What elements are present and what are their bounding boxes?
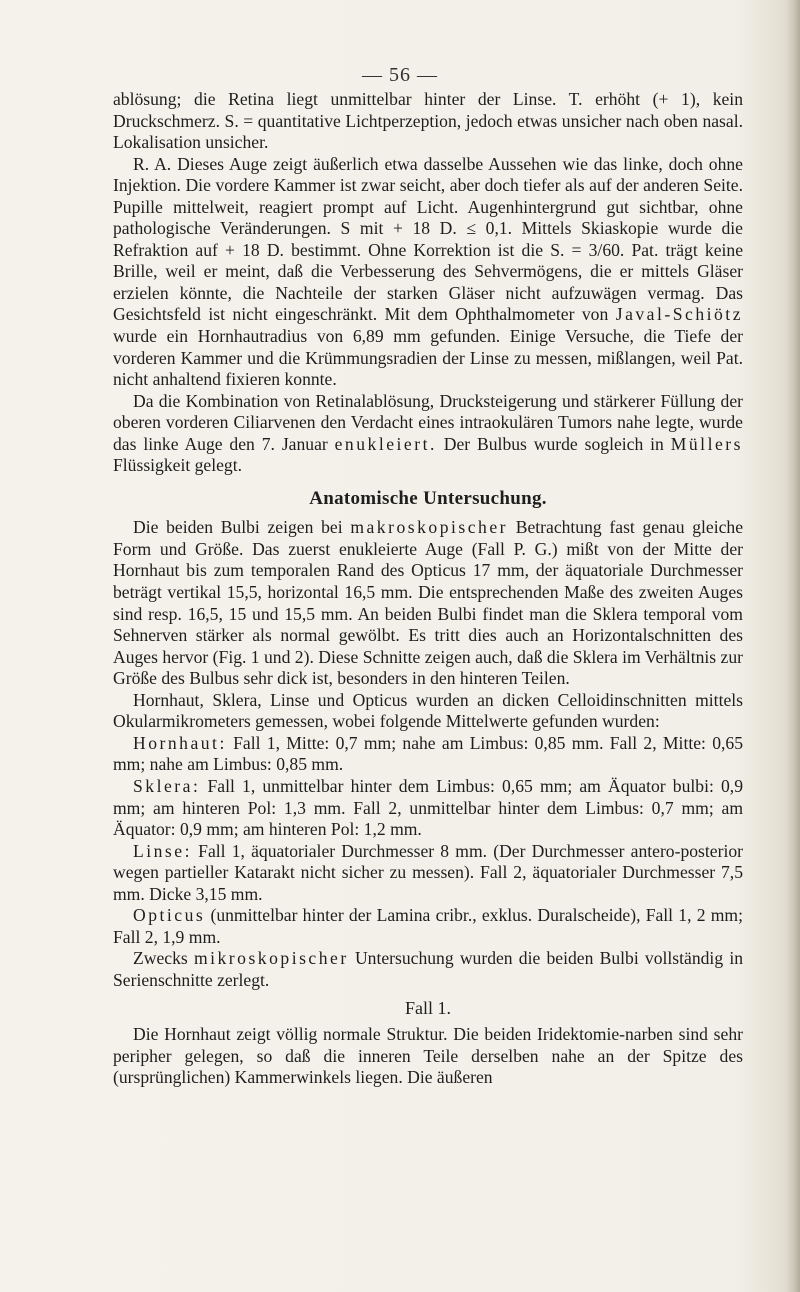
emphasized-word: mikroskopischer bbox=[193, 948, 349, 969]
term-label: Opticus bbox=[133, 905, 206, 926]
body-text bbox=[113, 89, 743, 1089]
paragraph-text: Betrachtung fast genau gleiche Form und Größe. Das zuerst enukleierte Auge (Fall P. G.) mißt von der Mitte der Hornhaut bis zum temporalen Rand des Opticus 17 mm, der äquatoriale Durchmesser beträgt vertikal 15,5, horizontal 16,5 mm. Die entsprechenden Maße des zweiten Auges sind resp. 16,5, 15 und 15,5 mm. An beiden Bulbi findet man die Sklera temporal vom Sehnerven stärker als normal gewölbt. Es tritt dies auch an Horizontalschnitten des Auges hervor (Fig. 1 und 2). Diese Schnitte zeigen auch, daß die Sklera im Verhältnis zur Größe des Bulbus sehr dick ist, besonders in den hinteren Teilen. bbox=[113, 517, 744, 689]
paragraph-text: Fall 1, unmittelbar hinter dem Limbus: 0,65 mm; am Äquator bulbi: 0,9 mm; am hinteren Pol: 1,3 mm. Fall 2, unmittelbar hinter dem Limbus: 0,7 mm; am Äquator: 0,9 mm; am hinteren Pol: 1,2 mm. bbox=[113, 775, 743, 840]
case-heading: Fall 1. bbox=[404, 998, 451, 1019]
page-edge-shadow bbox=[786, 0, 800, 1292]
paragraph: ablösung; die Retina liegt unmittelbar hinter der Linse. T. erhöht (+ 1), kein Druckschmerz. S. = quantitative Lichtperzeption, jedoch etwas unsicher nach oben nasal. Lokalisation unsicher. bbox=[113, 89, 743, 153]
author-name: Müllers bbox=[670, 433, 743, 454]
paragraph bbox=[113, 905, 743, 948]
emphasized-word: enukleiert. bbox=[334, 433, 437, 454]
paragraph-text: (unmittelbar hinter der Lamina cribr., exklus. Duralscheide), Fall 1, 2 mm; Fall 2, 1,9 mm. bbox=[113, 905, 743, 947]
paragraph-text: Der Bulbus wurde sogleich in bbox=[443, 433, 664, 454]
paragraph-text: Da die Kombination von Retinalablösung, Drucksteigerung und stärkerer Füllung der oberen vorderen Ciliarvenen den Verdacht eines intraokulären Tumors nahe legte, wurde das linke Auge den 7. Januar bbox=[113, 390, 743, 454]
paragraph-text: R. A. Dieses Auge zeigt äußerlich etwa dasselbe Aussehen wie das linke, doch ohne Injektion. Die vordere Kammer ist zwar seicht, aber doch tiefer als auf der anderen Seite. Pupille mittelweit, reagiert prompt auf Licht. Augenhintergrund gut sichtbar, ohne pathologische Veränderungen. S mit + 18 D. ≤ 0,1. Mittels Skiaskopie wurde die Refraktion auf + 18 D. bestimmt. Ohne Korrektion ist die S. = 3/60. Pat. trägt keine Brille, weil er meint, daß die Verbesserung des Sehvermögens, die er mittels Gläser erzielen könnte, die Nachteile der starken Gläser nicht aufzuwägen vermag. Das Gesichtsfeld ist nicht eingeschränkt. Mit dem Ophthalmometer von bbox=[113, 153, 743, 325]
author-name: Javal-Schiötz bbox=[615, 304, 743, 325]
page-number: — 56 — bbox=[362, 64, 438, 86]
paragraph bbox=[113, 517, 743, 689]
paragraph-text: wurde ein Hornhautradius von 6,89 mm gefunden. Einige Versuche, die Tiefe der vorderen Kammer und die Krümmungsradien der Linse zu messen, mißlangen, weil Pat. nicht anhaltend fixieren konnte. bbox=[113, 326, 743, 390]
paragraph-text: Zwecks bbox=[133, 948, 188, 969]
term-label: Sklera: bbox=[133, 775, 201, 796]
paragraph bbox=[113, 154, 743, 391]
paragraph-text: Fall 1, äquatorialer Durchmesser 8 mm. (Der Durchmesser antero-posterior wegen partieller Katarakt nicht sicher zu messen). Fall 2, äquatorialer Durchmesser 7,5 mm. Dicke 3,15 mm. bbox=[113, 840, 743, 904]
paragraph bbox=[113, 841, 743, 906]
paragraph-text: Untersuchung wurden die beiden Bulbi vollständig in Serienschnitte zerlegt. bbox=[113, 948, 744, 990]
paragraph-text: Fall 1, Mitte: 0,7 mm; nahe am Limbus: 0,85 mm. Fall 2, Mitte: 0,65 mm; nahe am Limbus: 0,85 mm. bbox=[113, 732, 743, 775]
term-label: Linse: bbox=[133, 840, 192, 861]
paragraph: Die Hornhaut zeigt völlig normale Struktur. Die beiden Iridektomie-narben sind sehr peripher gelegen, so daß die inneren Teile derselben nahe an der Spitze des (ursprünglichen) Kammerwinkels liegen. Die äußeren bbox=[113, 1023, 743, 1088]
paragraph bbox=[113, 948, 743, 991]
paragraph bbox=[113, 733, 743, 776]
paragraph-text: Flüssigkeit gelegt. bbox=[113, 455, 243, 476]
term-label: Hornhaut: bbox=[133, 732, 227, 753]
section-heading: Anatomische Untersuchung. bbox=[309, 487, 547, 509]
paragraph bbox=[113, 776, 743, 841]
paragraph-text: Die beiden Bulbi zeigen bei bbox=[133, 517, 343, 538]
paragraph bbox=[113, 391, 743, 477]
paragraph: Hornhaut, Sklera, Linse und Opticus wurden an dicken Celloidinschnitten mittels Okularmikrometers gemessen, wobei folgende Mittelwerte gefunden wurden: bbox=[113, 689, 743, 732]
emphasized-word: makroskopischer bbox=[350, 517, 509, 538]
